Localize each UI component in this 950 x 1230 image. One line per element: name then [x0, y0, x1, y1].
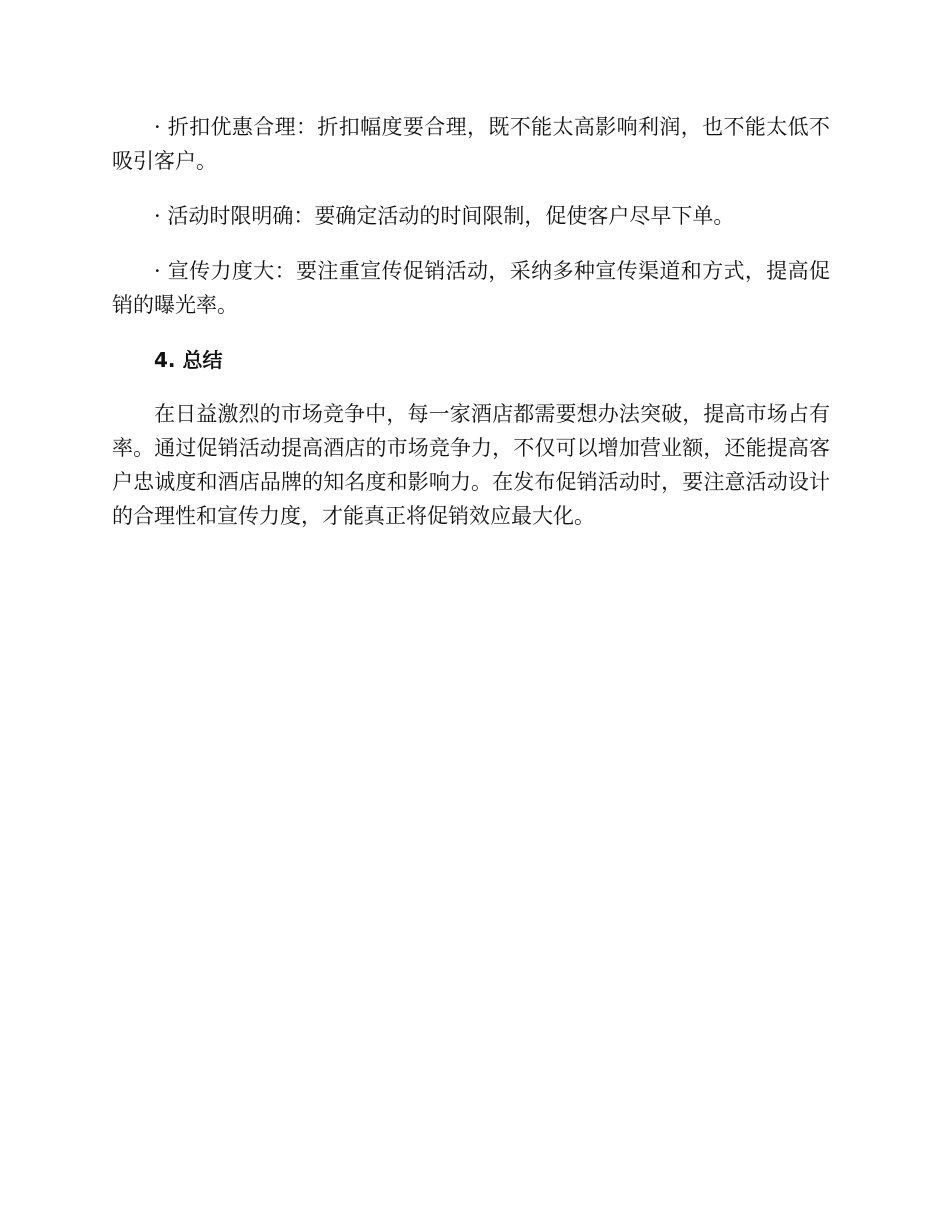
section-heading: 4. 总结 [154, 348, 223, 372]
bullet-discount: · 折扣优惠合理：折扣幅度要合理，既不能太高影响利润，也不能太低不吸引客户。 [112, 115, 830, 173]
bullet-time-limit: · 活动时限明确：要确定活动的时间限制，促使客户尽早下单。 [154, 204, 735, 228]
summary-paragraph: 在日益激烈的市场竞争中，每一家酒店都需要想办法突破，提高市场占有率。通过促销活动提高酒店的市场竞争力，不仅可以增加营业额，还能提高客户忠诚度和酒店品牌的知名度和影响力。在发布促销活动时，要注意活动设计的合理性和宣传力度，才能真正将促销效应最大化。 [112, 402, 830, 528]
document-body [112, 110, 830, 554]
bullet-promotion: · 宣传力度大：要注重宣传促销活动，采纳多种宣传渠道和方式，提高促销的曝光率。 [112, 259, 830, 317]
